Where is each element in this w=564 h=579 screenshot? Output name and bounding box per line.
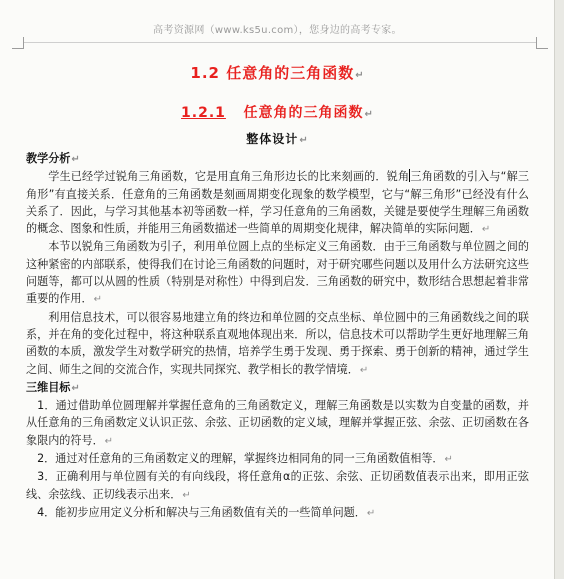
goal-item-1-text: 1．通过借助单位圆理解并掌握任意角的三角函数定义，理解三角函数是以实数为自变量的函数，并从任意角的三角函数定义认识正弦、余弦、正切函数的定义域，理解并掌握正弦、余弦、正切函数在各象限内的符号． <box>26 399 529 447</box>
corner-mark-top-left <box>12 37 24 49</box>
subsection-title[interactable] <box>0 104 555 124</box>
analysis-paragraph-1-text-b: 三角函数的引入与“解三角形”有直接关系．任意角的三角函数是刻画周期变化现象的数学模型，它与“解三角形”已经没有什么关系了．因此，与学习其他基本初等函数一样，学习任意角的三角函数，关键是要使学生理解三角函数的概念、图象和性质，并能用三角函数描述一些简单的周期变化规律，解决简单的实际问题． <box>26 170 529 236</box>
analysis-paragraph-2[interactable] <box>26 238 529 308</box>
paragraph-mark-icon: ↵ <box>182 489 191 501</box>
paragraph-mark-icon: ↵ <box>104 435 114 447</box>
goals-heading[interactable] <box>26 379 529 397</box>
design-heading-text: 整体设计 <box>246 132 299 146</box>
document-body[interactable] <box>26 150 529 522</box>
goals-heading-text: 三维目标 <box>26 380 71 394</box>
corner-mark-top-right <box>536 37 548 49</box>
analysis-paragraph-2-text: 本节以锐角三角函数为引子，利用单位圆上点的坐标定义三角函数．由于三角函数与单位圆之间的这种紧密的内部联系，使得我们在讨论三角函数的问题时，对于研究哪些问题以及用什么方法研究这些问题等，都可以从圆的性质（特别是对称性）中得到启发．三角函数的研究中，数形结合思想起着非常重要的作用． <box>26 240 529 306</box>
page-header: 高考资源网（www.ks5u.com），您身边的高考专家。 <box>153 25 402 36</box>
paragraph-mark-icon: ↵ <box>355 70 365 81</box>
design-heading[interactable] <box>0 131 555 149</box>
paragraph-mark-icon: ↵ <box>366 507 376 519</box>
page-edge <box>554 0 564 579</box>
analysis-heading[interactable] <box>26 150 529 168</box>
subsection-number: 1.2.1 <box>181 105 226 121</box>
goal-item-3-text: 3．正确利用与单位圆有关的有向线段，将任意角α的正弦、余弦、正切函数值表示出来，即用正弦线、余弦线、正切线表示出来． <box>26 470 529 501</box>
goal-item-2-text: 2．通过对任意角的三角函数定义的理解，掌握终边相同角的同一三角函数值相等． <box>37 452 444 466</box>
section-title-text: 1.2 任意角的三角函数 <box>190 64 355 82</box>
paragraph-mark-icon: ↵ <box>444 454 453 466</box>
goal-item-3[interactable] <box>26 468 529 504</box>
goal-item-4[interactable] <box>26 504 529 522</box>
analysis-paragraph-1-text-a: 学生已经学过锐角三角函数，它是用直角三角形边长的比来刻画的．锐角 <box>48 170 410 184</box>
paragraph-mark-icon: ↵ <box>364 109 374 120</box>
paragraph-mark-icon: ↵ <box>71 154 80 165</box>
header-rule <box>24 42 536 43</box>
goal-item-2[interactable] <box>26 450 529 468</box>
analysis-heading-text: 教学分析 <box>26 152 71 165</box>
analysis-paragraph-3[interactable] <box>26 309 529 379</box>
paragraph-mark-icon: ↵ <box>71 382 80 394</box>
analysis-paragraph-3-text: 利用信息技术，可以很容易地建立角的终边和单位圆的交点坐标、单位圆中的三角函数线之间的联系，并在角的变化过程中，将这种联系直观地体现出来．所以，信息技术可以帮助学生更好地理解三角函数的本质，激发学生对数学研究的热情，培养学生勇于发现、勇于探索、勇于创新的精神，通过学生之间、师生之间的交流合作，实现共同探究、教学相长的教学情境． <box>26 310 529 376</box>
goal-item-4-text: 4．能初步应用定义分析和解决与三角函数值有关的一些简单问题． <box>37 505 366 519</box>
paragraph-mark-icon: ↵ <box>93 294 102 306</box>
analysis-paragraph-1[interactable] <box>26 168 529 238</box>
subsection-title-text: 任意角的三角函数 <box>225 105 364 121</box>
paragraph-mark-icon: ↵ <box>359 364 369 376</box>
section-title[interactable] <box>0 64 555 85</box>
paragraph-mark-icon: ↵ <box>299 135 309 146</box>
goal-item-1[interactable] <box>26 397 529 450</box>
paragraph-mark-icon: ↵ <box>481 224 491 236</box>
